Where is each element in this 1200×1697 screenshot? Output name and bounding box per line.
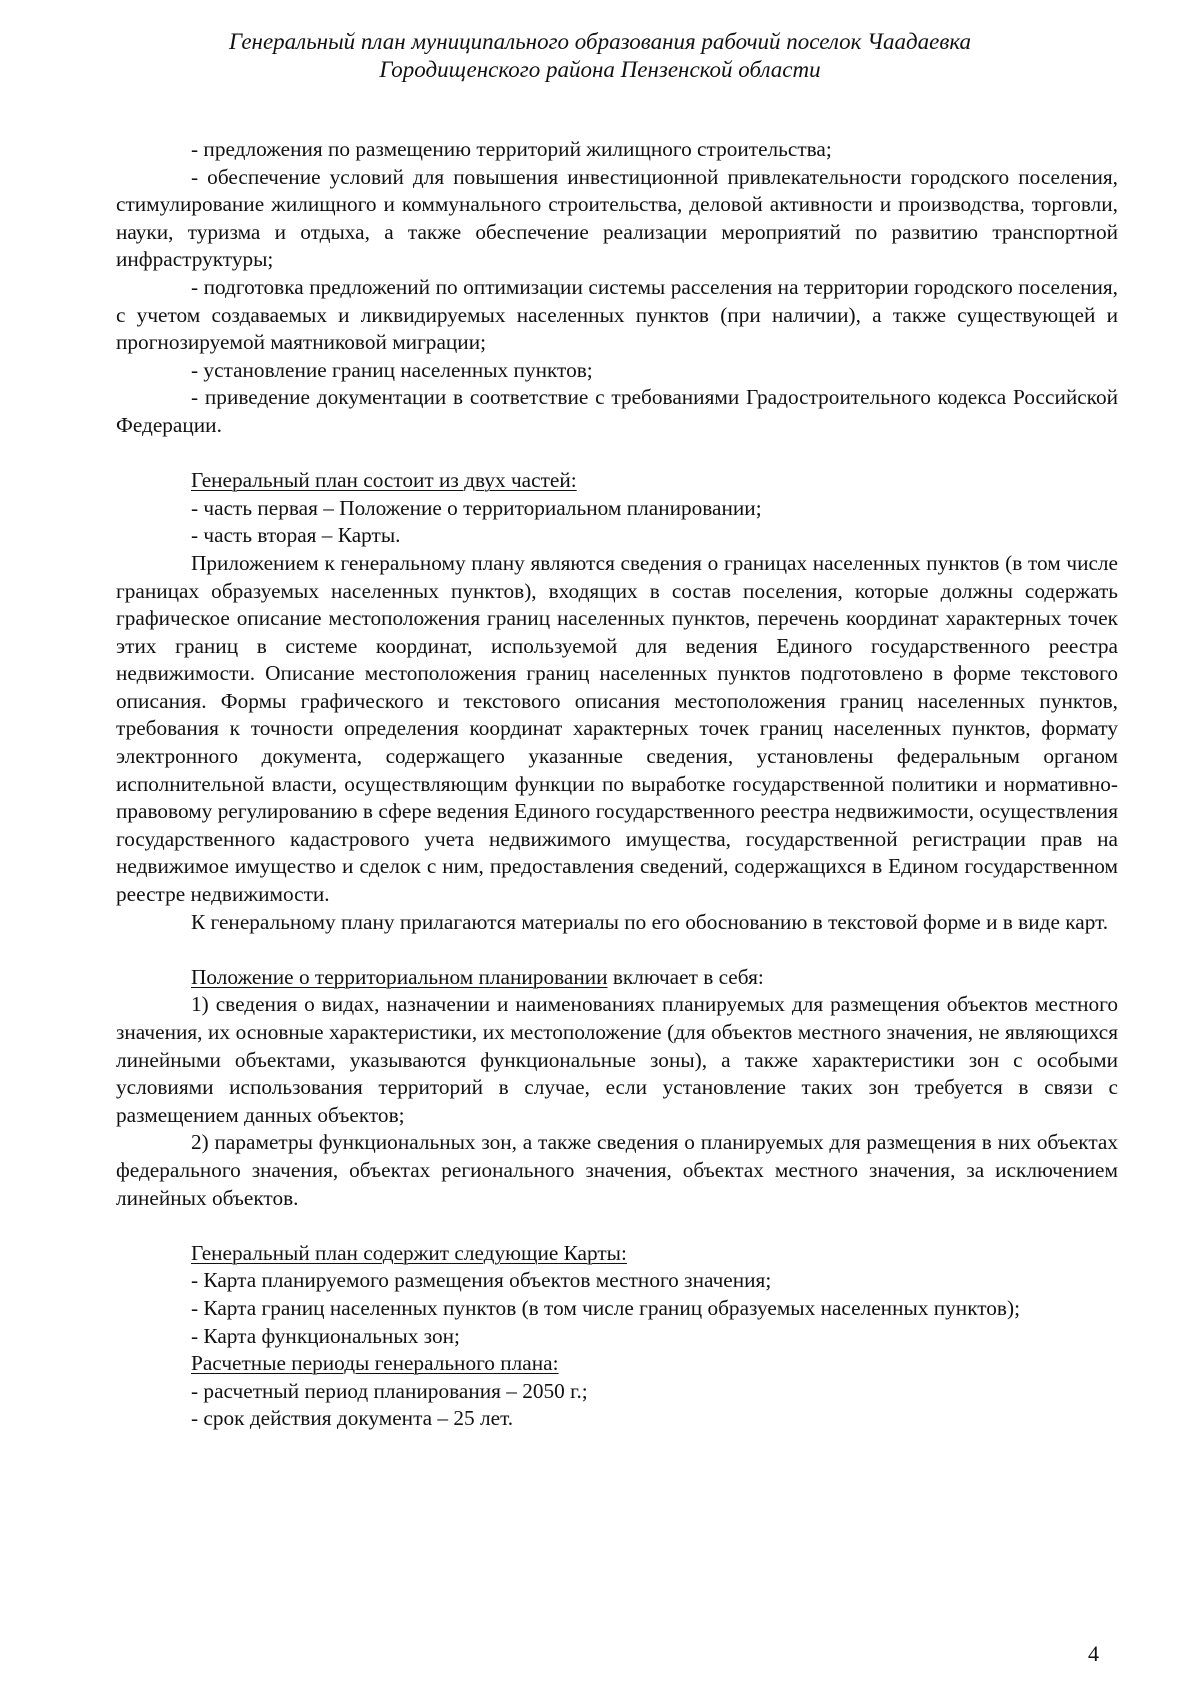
paragraph-appendix-boundaries: Приложением к генеральному плану являются сведения о границах населенных пунктов (в том числе границах образуемых населенных пунктов), входящих в состав поселения, которые должны содержать графическое описание местоположения границ населенных пунктов, перечень координат характерных точек этих границ в системе координат, используемой для ведения Единого государственного реестра недвижимости. Описание местоположения границ населенных пунктов подготовлено в форме текстового описания. Формы графического и текстового описания местоположения границ населенных пунктов, требования к точности определения координат характерных точек границ населенных пунктов, формату электронного документа, содержащего указанные сведения, установлены федеральным органом исполнительной власти, осуществляющим функции по выработке государственной политики и нормативно-правовому регулированию в сфере ведения Единого государственного реестра недвижимости, осуществления государственного кадастрового учета недвижимого имущества, государственной регистрации прав на недвижимое имущество и сделок с ним, предоставления сведений, содержащихся в Едином государственном реестре недвижимости. xyxy=(116,550,1118,907)
section-heading-planning-provision xyxy=(116,964,1118,992)
section-heading-plan-parts xyxy=(116,467,1118,495)
paragraph-validity-period: - срок действия документа – 25 лет. xyxy=(191,1406,514,1431)
paragraph-settlement-optimization: - подготовка предложений по оптимизации системы расселения на территории городского поселения, с учетом создаваемых и ликвидируемых населенных пунктов (при наличии), а также существующей и прогнозируемой маятниковой миграции; xyxy=(116,274,1118,355)
paragraph-part-one: - часть первая – Положение о территориальном планировании; xyxy=(191,495,762,520)
paragraph-map-boundaries: - Карта границ населенных пунктов (в том числе границ образуемых населенных пунктов); xyxy=(191,1295,1020,1320)
paragraph-housing-territories: - предложения по размещению территорий жилищного строительства; xyxy=(191,137,832,161)
document-body xyxy=(116,136,1118,1433)
paragraph-item-2-functional-zones: 2) параметры функциональных зон, а также сведения о планируемых для размещения в них объектах федерального значения, объектах регионального значения, объектах местного значения, за исключением линейных объектов. xyxy=(116,1130,1118,1210)
section-heading-maps xyxy=(116,1240,1118,1268)
section-heading-maps-text: Генеральный план содержит следующие Карты: xyxy=(191,1240,627,1265)
header-title-line-1: Генеральный план муниципального образования рабочий поселок Чаадаевка xyxy=(228,29,972,54)
paragraph-map-local-objects: - Карта планируемого размещения объектов местного значения; xyxy=(191,1268,772,1293)
section-heading-periods xyxy=(116,1350,1118,1378)
page-number: 4 xyxy=(1088,1641,1099,1666)
page-header xyxy=(0,28,1200,84)
section-heading-planning-provision-text: Положение о территориальном планировании xyxy=(191,964,608,989)
paragraph-planning-period: - расчетный период планирования – 2050 г.; xyxy=(191,1378,588,1403)
paragraph-investment-conditions: - обеспечение условий для повышения инвестиционной привлекательности городского поселения, стимулирование жилищного и коммунального строительства, деловой активности и производства, торговли, науки, туризма и отдыха, а также обеспечение реализации мероприятий по развитию транспортной инфраструктуры; xyxy=(116,164,1118,272)
paragraph-item-1-local-objects: 1) сведения о видах, назначении и наименованиях планируемых для размещения объектов местного значения, их основные характеристики, их местоположение (для объектов местного значения, не являющихся линейными объектами, указываются функциональные зоны), а также характеристики зон с особыми условиями использования территорий в случае, если установление таких зон требуется в связи с размещением данных объектов; xyxy=(116,992,1118,1127)
paragraph-justification-materials: К генеральному плану прилагаются материалы по его обоснованию в текстовой форме и в виде карт. xyxy=(191,909,1109,934)
paragraph-part-two: - часть вторая – Карты. xyxy=(191,523,401,548)
paragraph-documentation-compliance: - приведение документации в соответствие с требованиями Градостроительного кодекса Российской Федерации. xyxy=(116,385,1118,437)
section-heading-plan-parts-text: Генеральный план состоит из двух частей: xyxy=(191,468,577,493)
paragraph-map-functional-zones: - Карта функциональных зон; xyxy=(191,1323,460,1348)
section-heading-planning-provision-rest: включает в себя: xyxy=(607,964,764,989)
header-title-line-2: Городищенского района Пензенской области xyxy=(379,57,821,82)
paragraph-settlement-boundaries: - установление границ населенных пунктов; xyxy=(191,357,593,382)
section-heading-periods-text: Расчетные периоды генерального плана: xyxy=(191,1351,559,1376)
